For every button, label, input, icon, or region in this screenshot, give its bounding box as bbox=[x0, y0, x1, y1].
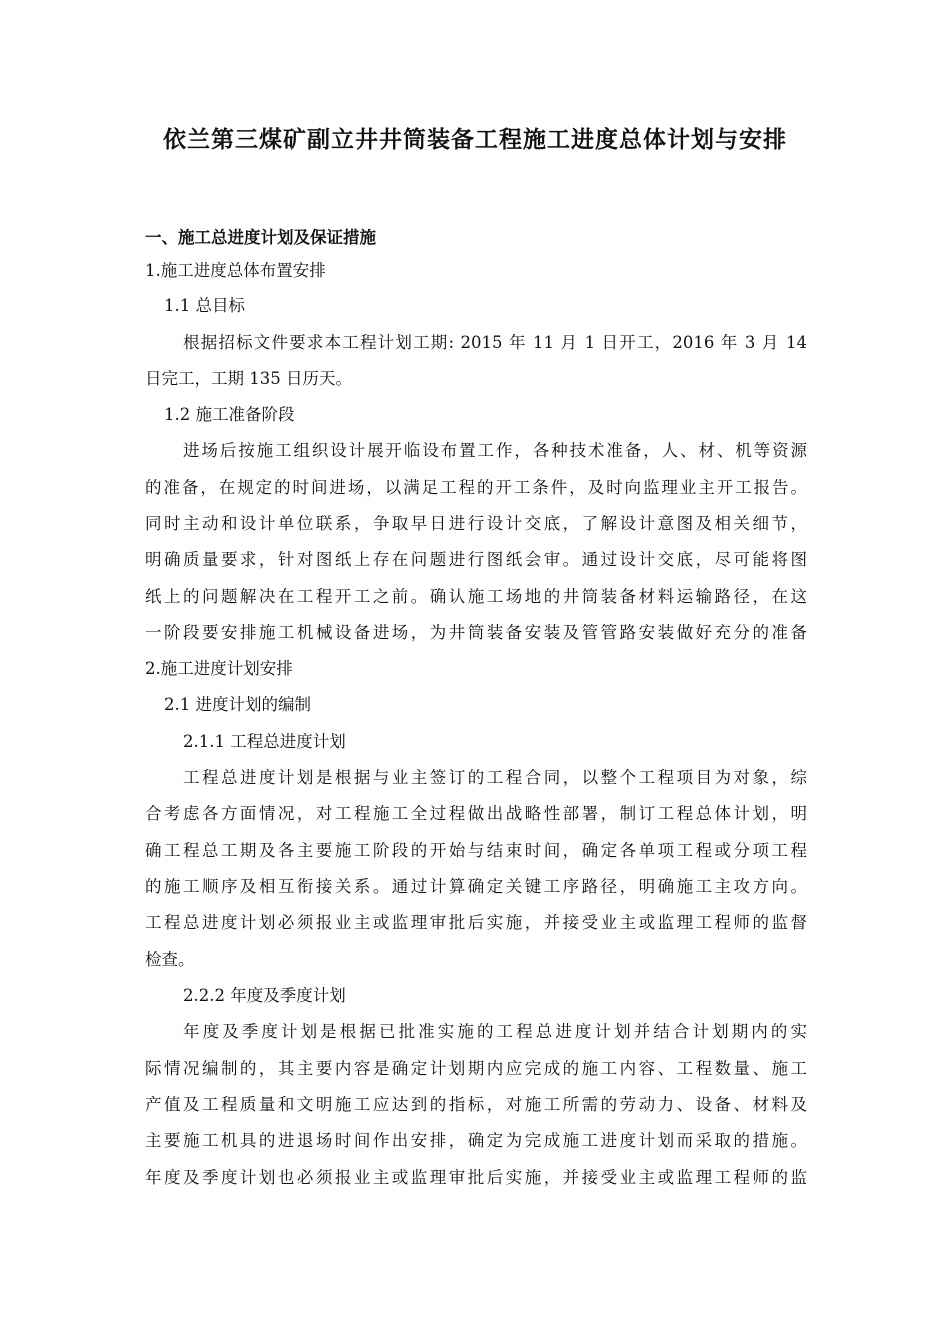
paragraph-line: 年度及季度计划是根据已批准实施的工程总进度计划并结合计划期内的实 bbox=[183, 1022, 807, 1041]
subsection-heading-2-1-1: 2.1.1 工程总进度计划 bbox=[183, 732, 346, 751]
paragraph-line: 的施工顺序及相互衔接关系。通过计算确定关键工序路径，明确施工主攻方向。 bbox=[145, 877, 807, 896]
paragraph-line: 年度及季度计划也必须报业主或监理审批后实施，并接受业主或监理工程师的监 bbox=[145, 1168, 807, 1187]
subsection-heading-1-2: 1.2 施工准备阶段 bbox=[164, 405, 295, 424]
paragraph-line: 际情况编制的，其主要内容是确定计划期内应完成的施工内容、工程数量、施工 bbox=[145, 1059, 807, 1078]
paragraph-line: 主要施工机具的进退场时间作出安排，确定为完成施工进度计划而采取的措施。 bbox=[145, 1131, 807, 1150]
paragraph-line: 根据招标文件要求本工程计划工期: 2015 年 11 月 1 日开工，2016 年 3 月 14 bbox=[183, 333, 807, 352]
paragraph-line: 进场后按施工组织设计展开临设布置工作，各种技术准备，人、材、机等资源 bbox=[183, 441, 807, 460]
paragraph-line: 日完工，工期 135 日历天。 bbox=[145, 369, 352, 388]
paragraph-line: 同时主动和设计单位联系，争取早日进行设计交底，了解设计意图及相关细节， bbox=[145, 514, 807, 533]
paragraph-line: 工程总进度计划必须报业主或监理审批后实施，并接受业主或监理工程师的监督 bbox=[145, 913, 807, 932]
subsection-heading-2-2-2: 2.2.2 年度及季度计划 bbox=[183, 986, 346, 1005]
paragraph-line: 明确质量要求，针对图纸上存在问题进行图纸会审。通过设计交底，尽可能将图 bbox=[145, 550, 807, 569]
paragraph-line: 合考虑各方面情况，对工程施工全过程做出战略性部署，制订工程总体计划，明 bbox=[145, 804, 807, 823]
subsection-heading-1: 1.施工进度总体布置安排 bbox=[145, 261, 326, 280]
paragraph-line: 的准备，在规定的时间进场，以满足工程的开工条件，及时向监理业主开工报告。 bbox=[145, 478, 807, 497]
paragraph-line: 产值及工程质量和文明施工应达到的指标，对施工所需的劳动力、设备、材料及 bbox=[145, 1095, 807, 1114]
document-title: 依兰第三煤矿副立井井筒装备工程施工进度总体计划与安排 bbox=[163, 126, 787, 153]
subsection-heading-2: 2.施工进度计划安排 bbox=[145, 659, 293, 678]
paragraph-line: 检查。 bbox=[145, 950, 195, 969]
paragraph-line: 确工程总工期及各主要施工阶段的开始与结束时间，确定各单项工程或分项工程 bbox=[145, 841, 807, 860]
paragraph-line: 工程总进度计划是根据与业主签订的工程合同，以整个工程项目为对象，综 bbox=[183, 768, 807, 787]
paragraph-line: 一阶段要安排施工机械设备进场，为井筒装备安装及管管路安装做好充分的准备 bbox=[145, 623, 807, 642]
subsection-heading-1-1: 1.1 总目标 bbox=[164, 296, 245, 315]
section-heading-1: 一、施工总进度计划及保证措施 bbox=[145, 228, 376, 247]
paragraph-line: 纸上的问题解决在工程开工之前。确认施工场地的井筒装备材料运输路径，在这 bbox=[145, 587, 807, 606]
subsection-heading-2-1: 2.1 进度计划的编制 bbox=[164, 695, 311, 714]
